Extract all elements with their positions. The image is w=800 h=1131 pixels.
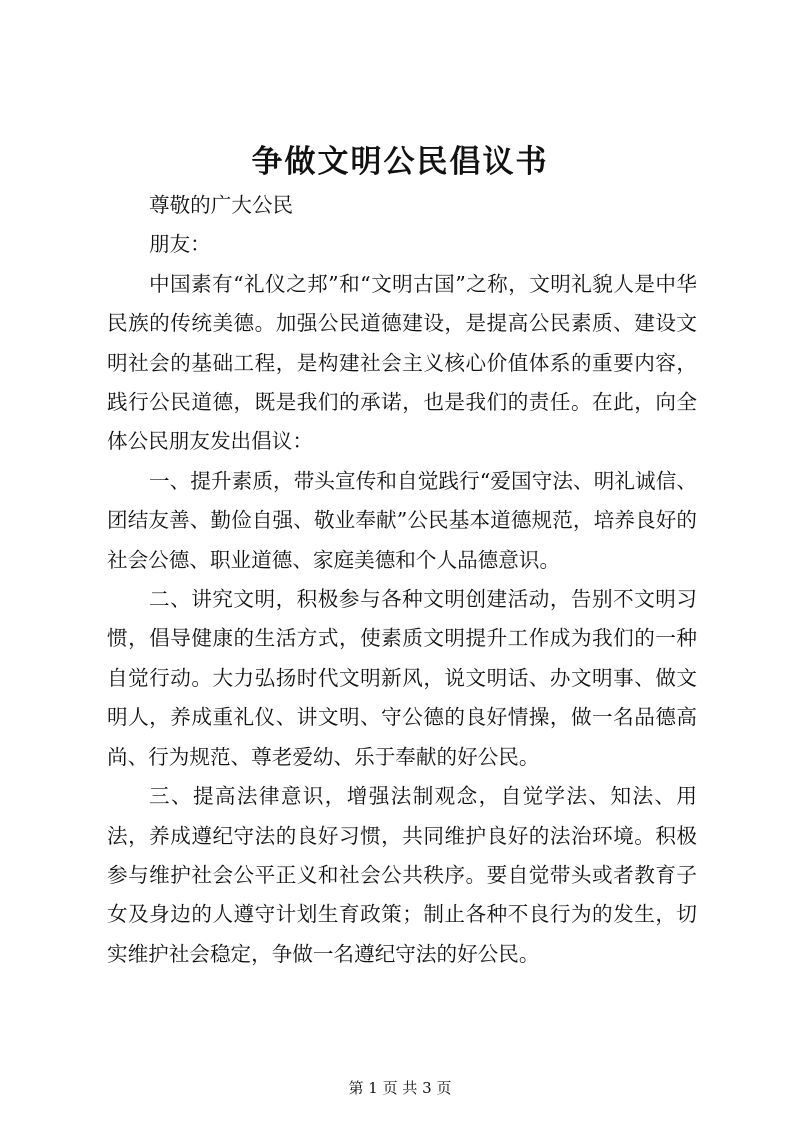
paragraph-proposal-2: 二、讲究文明，积极参与各种文明创建活动，告别不文明习惯，倡导健康的生活方式，使素质文明提升工作成为我们的一种自觉行动。大力弘扬时代文明新风，说文明话、办文明事、做文明人，养成重礼仪、讲文明、守公德的良好情操，做一名品德高尚、行为规范、尊老爱幼、乐于奉献的好公民。 [107,587,697,769]
page-indicator: 第 1 页 共 3 页 [348,1079,452,1097]
paragraph-proposal-1: 一、提升素质，带头宣传和自觉践行“爱国守法、明礼诚信、团结友善、勤俭自强、敬业奉献”公民基本道德规范，培养良好的社会公德、职业道德、家庭美德和个人品德意识。 [107,468,697,572]
salutation-line-1: 尊敬的广大公民 [149,193,294,217]
paragraph-intro: 中国素有“礼仪之邦”和“文明古国”之称，文明礼貌人是中华民族的传统美德。加强公民道德建设，是提高公民素质、建设文明社会的基础工程，是构建社会主义核心价值体系的重要内容，践行公民道德，既是我们的承诺，也是我们的责任。在此，向全体公民朋友发出倡议： [107,271,697,454]
document-title: 争做文明公民倡议书 [251,144,549,180]
paragraph-proposal-3: 三、提高法律意识，增强法制观念，自觉学法、知法、用法，养成遵纪守法的良好习惯，共同维护良好的法治环境。积极参与维护社会公平正义和社会公共秩序。要自觉带头或者教育子女及身边的人遵守计划生育政策；制止各种不良行为的发生，切实维护社会稳定，争做一名遵纪守法的好公民。 [107,784,697,966]
document-body [107,186,697,974]
salutation-line-2: 朋友： [149,232,211,257]
